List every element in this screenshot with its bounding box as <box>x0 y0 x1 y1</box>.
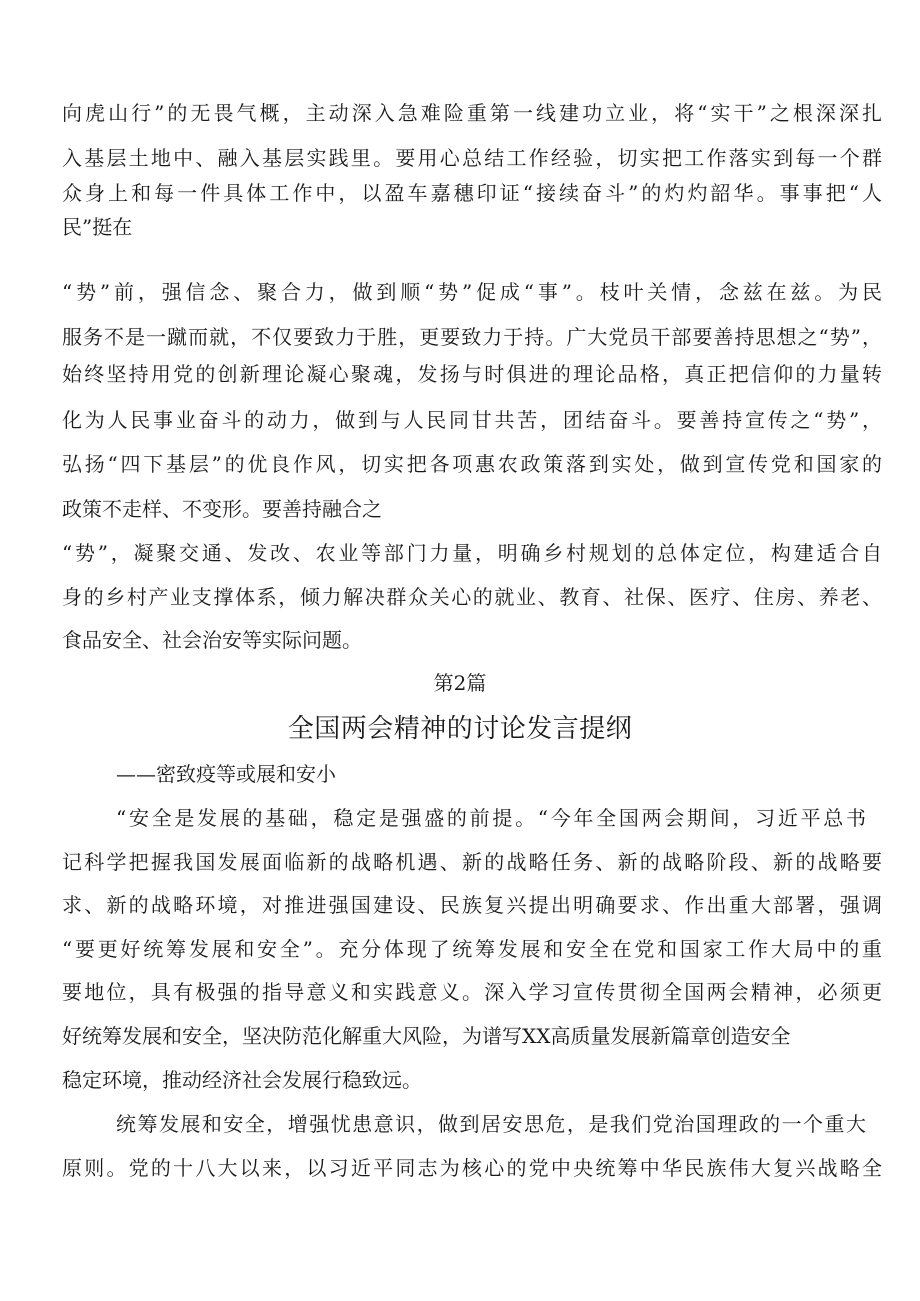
paragraph-line: 原则。党的十八大以来，以习近平同志为核心的党中央统筹中华民族伟大复兴战略全 <box>62 1156 882 1180</box>
paragraph-line: 食品安全、社会治安等实际问题。 <box>62 628 362 652</box>
paragraph-line: 入基层土地中、融入基层实践里。要用心总结工作经验，切实把工作落实到每一个群 <box>62 146 882 170</box>
paragraph-line: 民”挺在 <box>62 215 133 239</box>
paragraph-line: 身的乡村产业支撑体系，倾力解决群众关心的就业、教育、社保、医疗、住房、养老、 <box>62 585 882 609</box>
paragraph-line: 稳定环境，推动经济社会发展行稳致远。 <box>62 1068 422 1092</box>
paragraph-line: 政策不走样、不变形。要善持融合之 <box>62 497 382 521</box>
paragraph-line: 化为人民事业奋斗的动力，做到与人民同甘共苦，团结奋斗。要善持宣传之“势”， <box>62 408 882 432</box>
paragraph-line: 记科学把握我国发展面临新的战略机遇、新的战略任务、新的战略阶段、新的战略要 <box>62 850 882 874</box>
chapter-label: 第2篇 <box>433 671 487 695</box>
paragraph-line: 好统筹发展和安全，坚决防范化解重大风险，为谱写XX高质量发展新篇章创造安全 <box>62 1024 791 1048</box>
paragraph-line: “势”前，强信念、聚合力，做到顺“势”促成“事”。枝叶关情，念兹在兹。为民 <box>62 280 882 304</box>
paragraph-line: 服务不是一蹴而就，不仅要致力于胜，更要致力于持。广大党员干部要善持思想之“势”， <box>62 325 882 349</box>
paragraph-line: 始终坚持用党的创新理论凝心聚魂，发扬与时俱进的理论品格，真正把信仰的力量转 <box>62 362 882 386</box>
document-title: 全国两会精神的讨论发言提纲 <box>287 714 633 744</box>
document-subtitle: ——密致疫等或展和安小 <box>116 762 336 786</box>
paragraph-line: 弘扬“四下基层”的优良作风，切实把各项惠农政策落到实处，做到宣传党和国家的 <box>62 452 882 476</box>
paragraph-line: 向虎山行”的无畏气概，主动深入急难险重第一线建功立业，将“实干”之根深深扎 <box>62 101 882 125</box>
paragraph-line: 统筹发展和安全，增强忧患意识，做到居安思危，是我们党治国理政的一个重大 <box>116 1112 866 1136</box>
paragraph-line: “势”，凝聚交通、发改、农业等部门力量，明确乡村规划的总体定位，构建适合自 <box>62 541 882 565</box>
paragraph-line: “要更好统筹发展和安全”。充分体现了统筹发展和安全在党和国家工作大局中的重 <box>62 937 882 961</box>
paragraph-line: 要地位，具有极强的指导意义和实践意义。深入学习宣传贯彻全国两会精神，必须更 <box>62 980 882 1004</box>
paragraph-line: “安全是发展的基础，稳定是强盛的前提。“今年全国两会期间，习近平总书 <box>116 806 866 830</box>
paragraph-line: 众身上和每一件具体工作中，以盈车嘉穗印证“接续奋斗”的灼灼韶华。事事把“人 <box>62 181 882 205</box>
paragraph-line: 求、新的战略环境，对推进强国建设、民族复兴提出明确要求、作出重大部署，强调 <box>62 893 882 917</box>
